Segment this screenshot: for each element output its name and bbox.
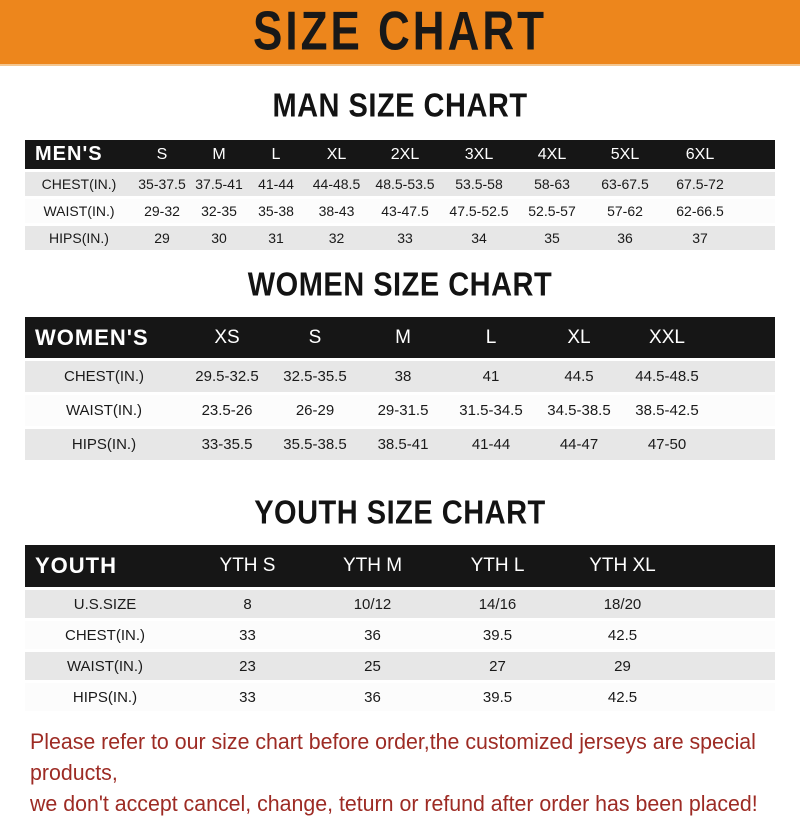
size-value: 38.5-41 xyxy=(359,429,447,460)
women-section xyxy=(0,266,800,463)
size-value: 58-63 xyxy=(516,172,588,196)
size-value: 44.5-48.5 xyxy=(623,361,711,392)
size-value: 29.5-32.5 xyxy=(183,361,271,392)
column-header: M xyxy=(359,317,447,358)
youth-table-label: YOUTH xyxy=(25,545,185,587)
column-header: 5XL xyxy=(588,140,662,169)
size-value: 25 xyxy=(310,652,435,680)
size-value: 32-35 xyxy=(191,199,247,223)
table-row xyxy=(25,395,775,426)
size-value: 42.5 xyxy=(560,621,685,649)
size-value: 38-43 xyxy=(305,199,368,223)
size-value: 14/16 xyxy=(435,590,560,618)
table-row xyxy=(25,683,775,711)
row-label: CHEST(IN.) xyxy=(25,172,133,196)
column-header: 2XL xyxy=(368,140,442,169)
row-spacer xyxy=(711,429,775,460)
size-value: 38.5-42.5 xyxy=(623,395,711,426)
size-value: 18/20 xyxy=(560,590,685,618)
row-spacer xyxy=(711,395,775,426)
size-value: 62-66.5 xyxy=(662,199,738,223)
footer-note xyxy=(0,726,800,819)
table-row xyxy=(25,652,775,680)
header-spacer xyxy=(711,317,775,358)
column-header: 4XL xyxy=(516,140,588,169)
size-value: 41-44 xyxy=(447,429,535,460)
size-value: 8 xyxy=(185,590,310,618)
size-value: 35 xyxy=(516,226,588,250)
table-row xyxy=(25,226,775,250)
column-header: YTH L xyxy=(435,545,560,587)
size-value: 35-38 xyxy=(247,199,305,223)
size-value: 43-47.5 xyxy=(368,199,442,223)
size-value: 44-48.5 xyxy=(305,172,368,196)
size-value: 44-47 xyxy=(535,429,623,460)
size-value: 23 xyxy=(185,652,310,680)
size-value: 41-44 xyxy=(247,172,305,196)
size-value: 67.5-72 xyxy=(662,172,738,196)
column-header: 6XL xyxy=(662,140,738,169)
size-value: 48.5-53.5 xyxy=(368,172,442,196)
size-value: 32 xyxy=(305,226,368,250)
row-spacer xyxy=(738,199,775,223)
size-value: 36 xyxy=(310,621,435,649)
header-spacer xyxy=(738,140,775,169)
column-header: XL xyxy=(535,317,623,358)
row-label: U.S.SIZE xyxy=(25,590,185,618)
size-value: 39.5 xyxy=(435,683,560,711)
women-size-table xyxy=(25,314,775,463)
size-value: 35.5-38.5 xyxy=(271,429,359,460)
size-value: 29-31.5 xyxy=(359,395,447,426)
row-spacer xyxy=(738,172,775,196)
table-row xyxy=(25,172,775,196)
size-value: 63-67.5 xyxy=(588,172,662,196)
size-value: 33 xyxy=(185,683,310,711)
header-spacer xyxy=(685,545,775,587)
size-value: 41 xyxy=(447,361,535,392)
row-spacer xyxy=(685,621,775,649)
size-value: 47.5-52.5 xyxy=(442,199,516,223)
size-value: 29 xyxy=(133,226,191,250)
size-value: 37.5-41 xyxy=(191,172,247,196)
column-header: XXL xyxy=(623,317,711,358)
youth-header-row xyxy=(25,545,775,587)
size-value: 31.5-34.5 xyxy=(447,395,535,426)
row-label: WAIST(IN.) xyxy=(25,199,133,223)
column-header: 3XL xyxy=(442,140,516,169)
column-header: S xyxy=(133,140,191,169)
table-row xyxy=(25,590,775,618)
size-value: 39.5 xyxy=(435,621,560,649)
size-value: 30 xyxy=(191,226,247,250)
women-section-heading: WOMEN SIZE CHART xyxy=(247,266,553,304)
size-value: 36 xyxy=(588,226,662,250)
row-spacer xyxy=(711,361,775,392)
row-label: HIPS(IN.) xyxy=(25,429,183,460)
row-label: CHEST(IN.) xyxy=(25,621,185,649)
size-value: 35-37.5 xyxy=(133,172,191,196)
men-table-label: MEN'S xyxy=(25,140,133,169)
size-value: 36 xyxy=(310,683,435,711)
column-header: YTH M xyxy=(310,545,435,587)
men-section xyxy=(0,87,800,253)
table-row xyxy=(25,429,775,460)
column-header: YTH S xyxy=(185,545,310,587)
size-value: 10/12 xyxy=(310,590,435,618)
men-size-table xyxy=(25,137,775,253)
column-header: M xyxy=(191,140,247,169)
charts-container xyxy=(0,87,800,714)
size-value: 37 xyxy=(662,226,738,250)
column-header: XL xyxy=(305,140,368,169)
size-value: 47-50 xyxy=(623,429,711,460)
size-value: 57-62 xyxy=(588,199,662,223)
size-value: 33 xyxy=(368,226,442,250)
size-value: 31 xyxy=(247,226,305,250)
column-header: XS xyxy=(183,317,271,358)
table-row xyxy=(25,199,775,223)
row-spacer xyxy=(738,226,775,250)
women-header-row xyxy=(25,317,775,358)
row-label: HIPS(IN.) xyxy=(25,226,133,250)
size-value: 52.5-57 xyxy=(516,199,588,223)
size-value: 29 xyxy=(560,652,685,680)
size-value: 23.5-26 xyxy=(183,395,271,426)
table-row xyxy=(25,621,775,649)
footer-note-line2: we don't accept cancel, change, teturn or refund after order has been placed! xyxy=(30,791,758,816)
size-value: 34 xyxy=(442,226,516,250)
row-label: WAIST(IN.) xyxy=(25,395,183,426)
footer-note-line1: Please refer to our size chart before order,the customized jerseys are special products, xyxy=(30,729,756,785)
youth-section-heading: YOUTH SIZE CHART xyxy=(254,494,546,532)
row-spacer xyxy=(685,590,775,618)
men-header-row xyxy=(25,140,775,169)
size-value: 26-29 xyxy=(271,395,359,426)
row-label: WAIST(IN.) xyxy=(25,652,185,680)
size-value: 33-35.5 xyxy=(183,429,271,460)
size-chart-banner xyxy=(0,0,800,66)
size-value: 42.5 xyxy=(560,683,685,711)
row-spacer xyxy=(685,683,775,711)
table-row xyxy=(25,361,775,392)
column-header: L xyxy=(247,140,305,169)
size-value: 38 xyxy=(359,361,447,392)
size-value: 44.5 xyxy=(535,361,623,392)
banner-title: SIZE CHART xyxy=(253,0,547,62)
size-value: 53.5-58 xyxy=(442,172,516,196)
column-header: YTH XL xyxy=(560,545,685,587)
row-spacer xyxy=(685,652,775,680)
women-table-label: WOMEN'S xyxy=(25,317,183,358)
size-value: 32.5-35.5 xyxy=(271,361,359,392)
size-value: 27 xyxy=(435,652,560,680)
men-section-heading: MAN SIZE CHART xyxy=(272,87,528,125)
youth-size-table xyxy=(25,542,775,714)
column-header: L xyxy=(447,317,535,358)
row-label: HIPS(IN.) xyxy=(25,683,185,711)
size-value: 29-32 xyxy=(133,199,191,223)
size-value: 33 xyxy=(185,621,310,649)
column-header: S xyxy=(271,317,359,358)
size-value: 34.5-38.5 xyxy=(535,395,623,426)
row-label: CHEST(IN.) xyxy=(25,361,183,392)
youth-section xyxy=(0,494,800,714)
